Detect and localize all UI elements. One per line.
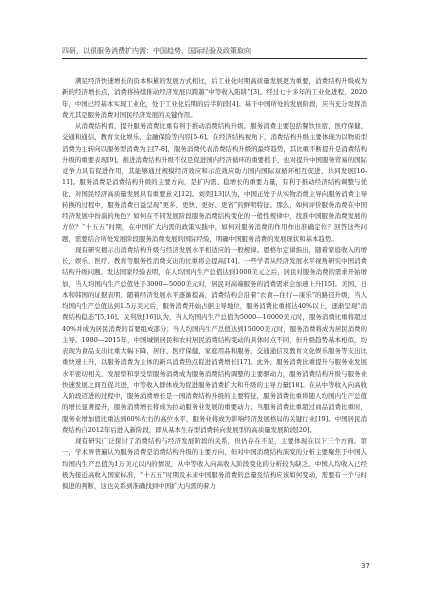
paragraph: 满足经济快速增长的资本积累的发展方式相比，后工业化时期高质量发展更为重要，消费结构升级成为新的经济增长点，消费将持续推动经济发展以跨越“中等收入陷阱”[3]。经过七十多年的工业化进程，2020年，中国已经基本实现工业化，处于工业化后期的后半阶段[4]。基于中国所处的发展阶段，应当充分发挥消费尤其是服务消费对国民经济发展的关键作用。 (62, 77, 367, 119)
header-rule (62, 58, 367, 59)
running-header-title: 四研，以很服务消费扩内需：中国趋势、国际经验及政策取向 (62, 47, 251, 55)
page-number: 37 (361, 562, 370, 570)
paragraph: 现有研究广泛探讨了消费结构与经济发展阶段的关系，但仍存在不足，主要体现在以下三个方面。第一，学术界普遍认为服务消费是消费结构升级的主要方向，但对中国消费结构演变的分析主要聚焦于中国人均国内生产总值为1万美元以内的情况，从中等收入向高收入阶段变化的分析较为缺乏。中国人均收入已经极为接近高收入国家标准，“十五五”时期及未来中国服务消费的总量及结构应该如何变动，需要有一个与时俱进的判断，这也关系到准确找到中国扩大内需的着力 (62, 437, 367, 490)
paragraph: 现有研究揭示出消费结构升级与经济发展水平相适应的一般规律。恩格尔定律指出，随着家庭收入的增长，娱乐、医疗、教育等服务性消费支出的比重将会提高[14]。一些学者从经济发展水平视角研究中国消费结构升级问题。发达国家经验表明，在人均国内生产总值达到1000美元之后，居民对服务消费的需求开始增加，当人均国内生产总值处于3000—5000美元时，居民对高端服务的消费需求会加速上升[15]。美国、日本和韩国的证据表明，随着经济发展水平逐渐提高，消费结构会沿着“衣食—住行—康乐”的路径升级，当人均国内生产总值达到1.5万美元后，服务消费开始占据主导地位，服务消费比重将达40%以上，逐渐呈现“消费结构稳态”[5,16]。关利欣[16]认为，当人均国内生产总值为5000—10000美元时，服务消费比重将超过40%并成为居民消费的首要组成部分；当人均国内生产总值达到15000美元时，服务消费将成为居民消费的主导。1980—2015年，中国城镇居民和农村居民消费结构变动的具体时点不同，但升级趋势基本相似，均表现为食品支出比重大幅下降，居住、医疗保健、家庭用品和服务、交通通信及教育文化娱乐服务等支出比重快速上升，以服务消费为主体的新兴消费热点促进消费增长[17]。此外，服务消费比重提升与服务业发展水平密切相关，发展型和享受型服务消费成为服务消费结构调整的主要驱动力，服务消费结构升级与服务业快速发展之间互促共进，中等收入群体成为促进服务消费扩大和升级的主导力量[18]。在从中等收入向高收入阶段迈进的过程中，服务消费增长是一国消费结构升级的主要特征，服务消费比重将随人均国内生产总值的增长显著提升，服务消费增长将成为拉动服务业发展的重要动力；当服务消费比重超过商品消费比重时，服务业增加值比重达到60%左右的高位水平，服务业将成为影响经济发展格局的关键行业[19]。中国居民消费结构自2012年后进入新阶段，即从基本生存型消费转向发展型的高质量发展阶段[20]。 (62, 245, 367, 434)
body-text (62, 76, 367, 492)
running-header (0, 0, 427, 70)
paragraph: 从消费结构看，提升服务消费比重有利于推动消费结构升级。服务消费主要包括餐饮住宿、医疗保健、交通和通信、教育文化娱乐、金融保险等内容[5-6]。在经济结构视角下，消费结构升级主要体现为以物质型消费为主转向以服务型消费为主[7-8]，服务消费代表消费结构升级的最终趋势，其比重不断提升是消费结构升级的重要表现[9]。推进消费结构升级不仅是促进国内经济循环的重要抓手，也对提升中国服务贸易的国际竞争力具有促进作用，其能够通过规模经济效应和示范效应助力国内国际双循环相互促进、共同发展[10-11]。服务消费是消费结构升级的主要方向，是扩内需、稳增长的重要力量，有利于推动经济结构调整与优化，对国民经济高质量发展具有重要意义[12]。刘奕[13]认为，中国正处于从实物消费主导向服务消费主导转换的过程中，服务消费日益呈现“更多、更快、更好、更省”的鲜明特征。那么，如何评价服务消费在中国经济发展中扮演的角色？如何在不同发展阶段服务消费结构变化的一般性规律中，找准中国服务消费发展的方位？“十五五”时期，在中国扩大内需的政策实践中，如何对服务消费的作用作出准确定位？回答这些问题，需要结合所处发展阶段服务消费发展的国际经验，明确中国服务消费的发展现状和基本趋势。 (62, 122, 367, 243)
